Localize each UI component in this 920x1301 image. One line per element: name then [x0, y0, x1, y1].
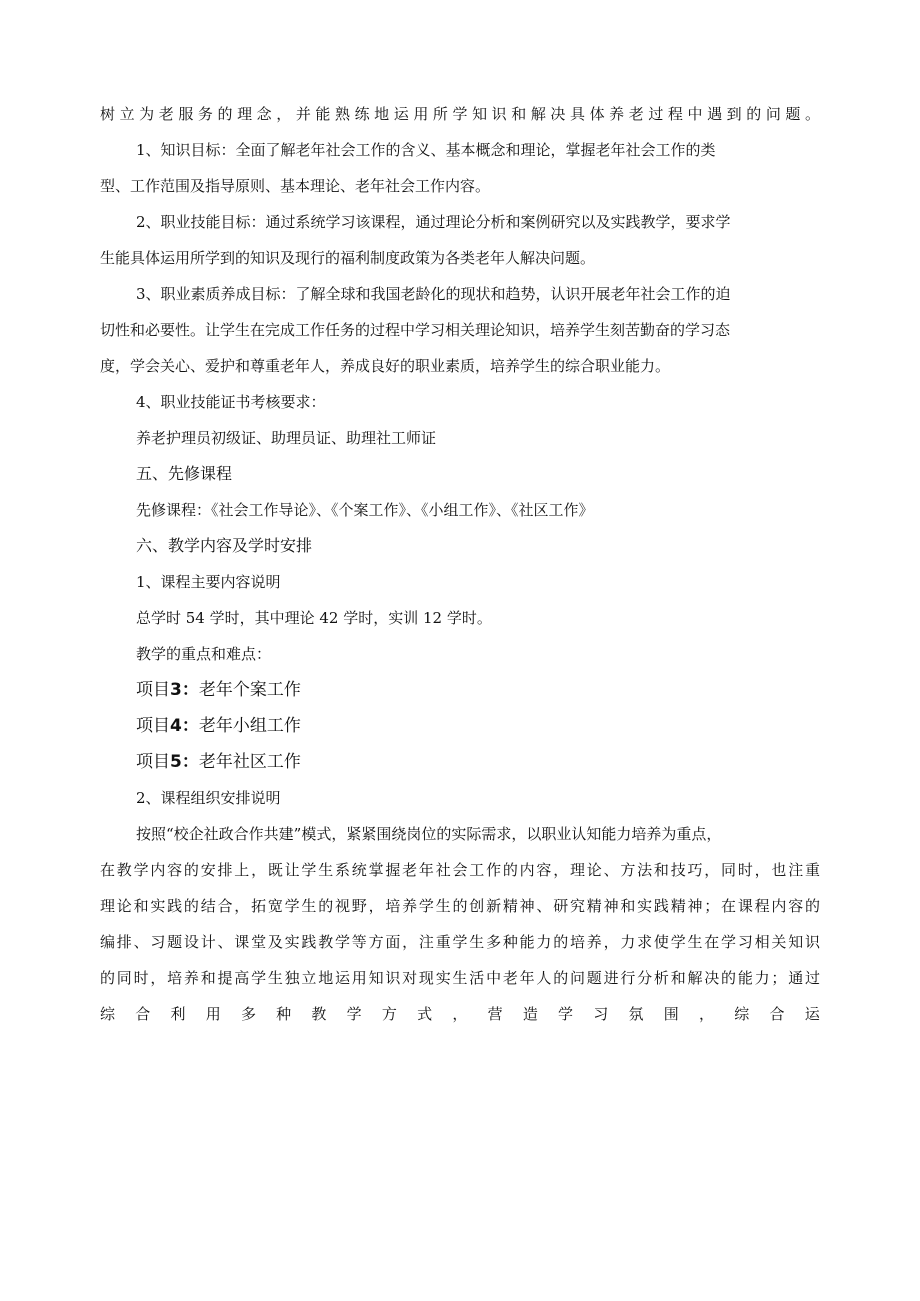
project-prefix: 项目	[136, 716, 170, 736]
project-prefix: 项目	[136, 680, 170, 700]
section-heading-teaching-content: 六、教学内容及学时安排	[136, 536, 313, 555]
char: 合	[135, 1005, 151, 1023]
char: ，	[452, 1005, 468, 1023]
project-number: 5：	[170, 752, 199, 772]
section-heading-prerequisites: 五、先修课程	[136, 464, 233, 483]
project-item	[100, 708, 820, 744]
key-points-label: 教学的重点和难点：	[136, 645, 272, 663]
char: 学	[558, 1005, 574, 1023]
prerequisite-courses: 先修课程：《社会工作导论》、《个案工作》、《小组工作》、《社区工作》	[136, 501, 594, 519]
char: 教	[311, 1005, 327, 1023]
char: 运	[804, 1005, 820, 1023]
char: 种	[276, 1005, 292, 1023]
project-prefix: 项目	[136, 752, 170, 772]
char: 学	[346, 1005, 362, 1023]
skill-goal-line: 生能具体运用所学到的知识及现行的福利制度政策为各类老年人解决问题。	[100, 249, 596, 267]
char: 利	[170, 1005, 186, 1023]
project-number: 4：	[170, 716, 199, 736]
char: 方	[381, 1005, 397, 1023]
knowledge-goal-line: 1、知识目标：全面了解老年社会工作的含义、基本概念和理论，掌握老年社会工作的类	[136, 141, 716, 159]
knowledge-goal-line: 型、工作范围及指导原则、基本理论、老年社会工作内容。	[100, 177, 491, 195]
quality-goal-line: 3、职业素质养成目标：了解全球和我国老龄化的现状和趋势，认识开展老年社会工作的迫	[136, 285, 731, 303]
char: ，	[698, 1005, 714, 1023]
organization-paragraph-line: 按照“校企社政合作共建”模式，紧紧围绕岗位的实际需求，以职业认知能力培养为重点，	[136, 825, 722, 843]
project-item	[100, 672, 820, 708]
char: 多	[240, 1005, 256, 1023]
subheading-main-content: 1、课程主要内容说明	[136, 573, 281, 591]
organization-paragraph-line: 理论和实践的结合，拓宽学生的视野，培养学生的创新精神、研究精神和实践精神；在课程内容的	[100, 897, 820, 915]
certificate-requirement-heading: 4、职业技能证书考核要求：	[136, 393, 326, 411]
paragraph-line: 树立为老服务的理念，并能熟练地运用所学知识和解决具体养老过程中遇到的问题。	[100, 105, 820, 123]
char: 用	[205, 1005, 221, 1023]
project-title: 老年社区工作	[198, 752, 301, 772]
project-number: 3：	[170, 680, 199, 700]
char: 造	[522, 1005, 538, 1023]
char: 习	[593, 1005, 609, 1023]
project-title: 老年个案工作	[198, 680, 301, 700]
char: 氛	[628, 1005, 644, 1023]
project-title: 老年小组工作	[198, 716, 301, 736]
char: 综	[100, 1005, 116, 1023]
quality-goal-line: 度，学会关心、爱护和尊重老年人，养成良好的职业素质，培养学生的综合职业能力。	[100, 357, 671, 375]
skill-goal-line: 2、职业技能目标：通过系统学习该课程，通过理论分析和案例研究以及实践教学，要求学	[136, 213, 731, 231]
char: 围	[663, 1005, 679, 1023]
char: 式	[417, 1005, 433, 1023]
subheading-organization: 2、课程组织安排说明	[136, 789, 281, 807]
char: 综	[734, 1005, 750, 1023]
spread-last-line	[100, 996, 820, 1032]
char: 合	[769, 1005, 785, 1023]
total-hours-line: 总学时 54 学时，其中理论 42 学时，实训 12 学时。	[136, 609, 492, 627]
organization-paragraph-line: 编排、习题设计、课堂及实践教学等方面，注重学生多种能力的培养，力求使学生在学习相关知识	[100, 933, 820, 951]
char: 营	[487, 1005, 503, 1023]
organization-paragraph-line: 在教学内容的安排上，既让学生系统掌握老年社会工作的内容，理论、方法和技巧，同时，也注重	[100, 861, 820, 879]
quality-goal-line: 切性和必要性。让学生在完成工作任务的过程中学习相关理论知识，培养学生刻苦勤奋的学习态	[100, 321, 731, 339]
document-body	[100, 96, 820, 1032]
project-item	[100, 744, 820, 780]
organization-paragraph-line: 的同时，培养和提高学生独立地运用知识对现实生活中老年人的问题进行分析和解决的能力；通过	[100, 969, 820, 987]
certificate-list: 养老护理员初级证、助理员证、助理社工师证	[136, 429, 437, 447]
